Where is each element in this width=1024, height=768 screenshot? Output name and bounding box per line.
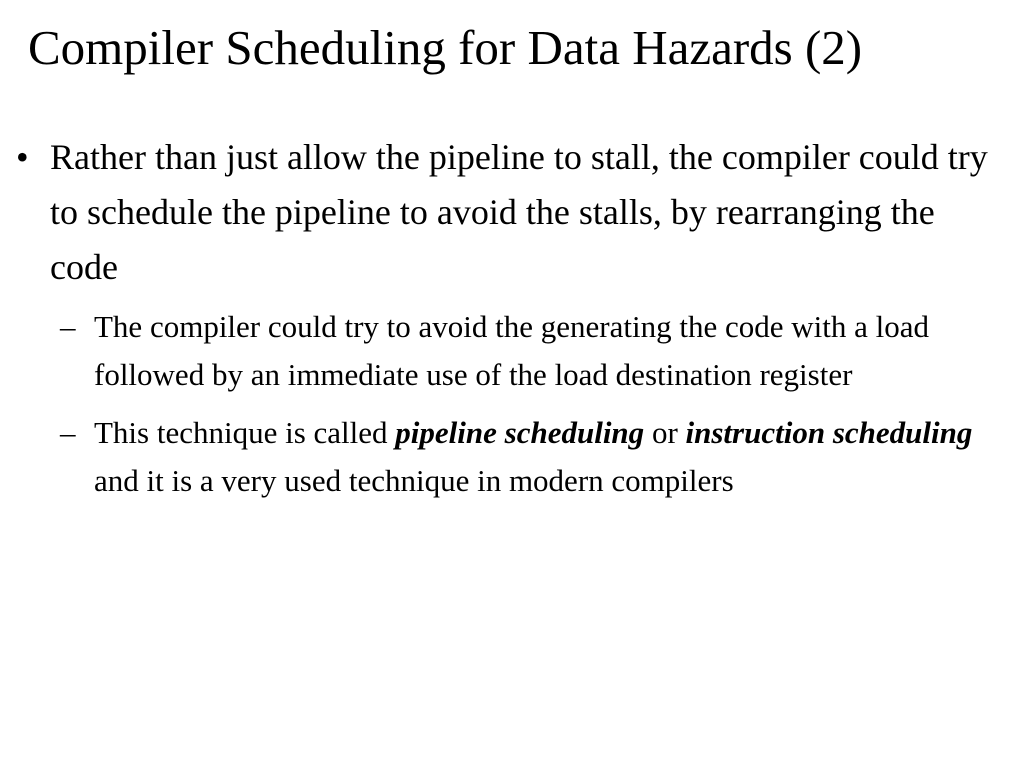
bullet-marker: • xyxy=(16,137,29,177)
sub-bullet-list xyxy=(10,303,1000,505)
sub-bullet-middle: or xyxy=(644,415,686,450)
sub-bullet-text xyxy=(94,409,1000,505)
sub-bullet-text: The compiler could try to avoid the generating the code with a load followed by an immediate use of the load destination register xyxy=(94,309,930,392)
bullet-list xyxy=(10,130,1000,515)
sub-bullet-item xyxy=(60,303,1000,399)
sub-bullet-item xyxy=(60,409,1000,505)
sub-bullet-marker: – xyxy=(60,415,76,450)
emphasis-pipeline-scheduling: pipeline scheduling xyxy=(395,415,645,450)
emphasis-instruction-scheduling: instruction scheduling xyxy=(685,415,973,450)
sub-bullet-marker: – xyxy=(60,309,76,344)
slide-title: Compiler Scheduling for Data Hazards (2) xyxy=(28,20,863,75)
bullet-text: Rather than just allow the pipeline to stall, the compiler could try to schedule the pipeline to avoid the stalls, by rearranging the code xyxy=(50,137,988,287)
bullet-item xyxy=(10,130,1000,295)
sub-bullet-suffix: and it is a very used technique in modern compilers xyxy=(94,463,734,498)
sub-bullet-prefix: This technique is called xyxy=(94,415,396,450)
